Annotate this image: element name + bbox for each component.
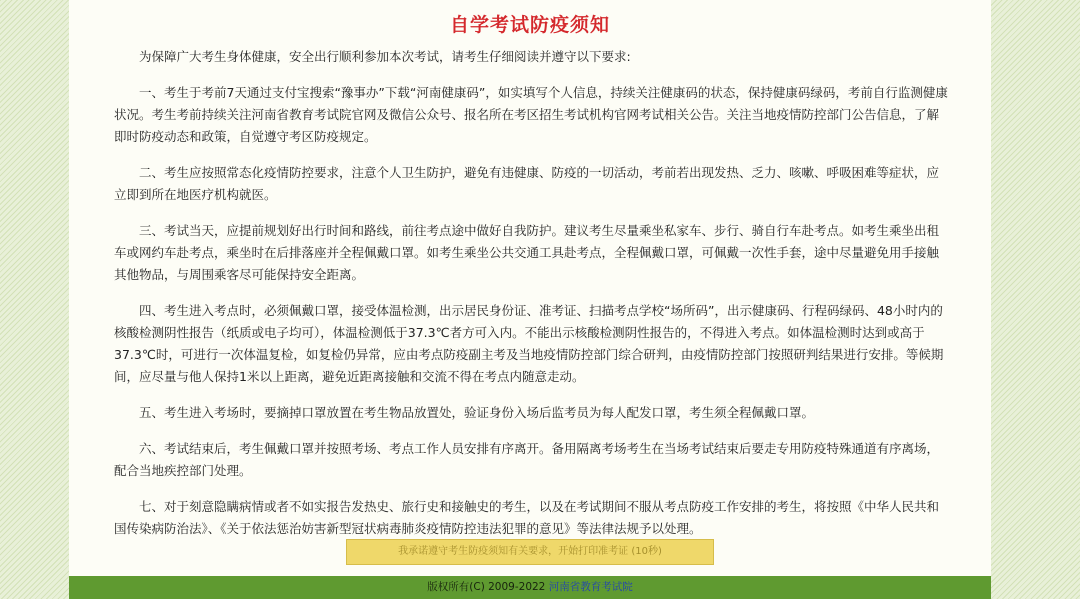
copyright-text: 版权所有(C) 2009-2022 <box>427 581 546 593</box>
notice-paragraph-2: 二、考生应按照常态化疫情防控要求，注意个人卫生防护，避免有违健康、防疫的一切活动，考前若出现发热、乏力、咳嗽、呼吸困难等症状，应立即到所在地医疗机构就医。 <box>114 165 940 202</box>
notice-paragraph-6: 六、考试结束后，考生佩戴口罩并按照考场、考点工作人员安排有序离开。备用隔离考场考生在当场考试结束后要走专用防疫特殊通道有序离场，配合当地疾控部门处理。 <box>114 441 940 478</box>
notice-paragraph-3: 三、考试当天，应提前规划好出行时间和路线，前往考点途中做好自我防护。建议考生尽量乘坐私家车、步行、骑自行车赴考点。如考生乘坐出租车或网约车赴考点，乘坐时在后排落座并全程佩戴口罩。如考生乘坐公共交通工具赴考点，全程佩戴口罩，可佩戴一次性手套，途中尽量避免用手接触其他物品，与周围乘客尽可能保持安全距离。 <box>114 223 940 282</box>
notice-paragraph-7: 七、对于刻意隐瞒病情或者不如实报告发热史、旅行史和接触史的考生，以及在考试期间不服从考点防疫工作安排的考生，将按照《中华人民共和国传染病防治法》、《关于依法惩治妨害新型冠状病毒肺炎疫情防控违法犯罪的意见》等法律法规予以处理。 <box>114 499 940 536</box>
notice-paragraph-5: 五、考生进入考场时，要摘掉口罩放置在考生物品放置处，验证身份入场后监考员为每人配发口罩，考生须全程佩戴口罩。 <box>139 405 815 420</box>
page-footer <box>69 576 991 599</box>
notice-paragraph-1: 一、考生于考前7天通过支付宝搜索“豫事办”下载“河南健康码”，如实填写个人信息，持续关注健康码的状态，保持健康码绿码，考前自行监测健康状况。考生考前持续关注河南省教育考试院官网及微信公众号、报名所在考区招生考试机构官网考试相关公告。关注当地疫情防控部门公告信息，了解即时防疫动态和政策，自觉遵守考区防疫规定。 <box>114 85 948 144</box>
start-print-admission-ticket-button[interactable]: 我承诺遵守考生防疫须知有关要求，开始打印准考证 (10秒) <box>346 539 714 565</box>
notice-panel <box>69 0 991 576</box>
notice-intro: 为保障广大考生身体健康，安全出行顺利参加本次考试，请考生仔细阅读并遵守以下要求: <box>139 49 631 64</box>
exam-authority-link[interactable]: 河南省教育考试院 <box>548 581 633 593</box>
notice-paragraph-4: 四、考生进入考点时，必须佩戴口罩，接受体温检测，出示居民身份证、准考证、扫描考点学校“场所码”，出示健康码、行程码绿码、48小时内的核酸检测阴性报告（纸质或电子均可），体温检测低于37.3℃者方可入内。不能出示核酸检测阴性报告的，不得进入考点。如体温检测时达到或高于37.3℃时，可进行一次体温复检，如复检仍异常，应由考点防疫副主考及当地疫情防控部门综合研判，由疫情防控部门按照研判结果进行安排。等候期间，应尽量与他人保持1米以上距离，避免近距离接触和交流不得在考点内随意走动。 <box>114 303 944 384</box>
page-title: 自学考试防疫须知 <box>449 14 610 36</box>
notice-content <box>114 46 950 554</box>
